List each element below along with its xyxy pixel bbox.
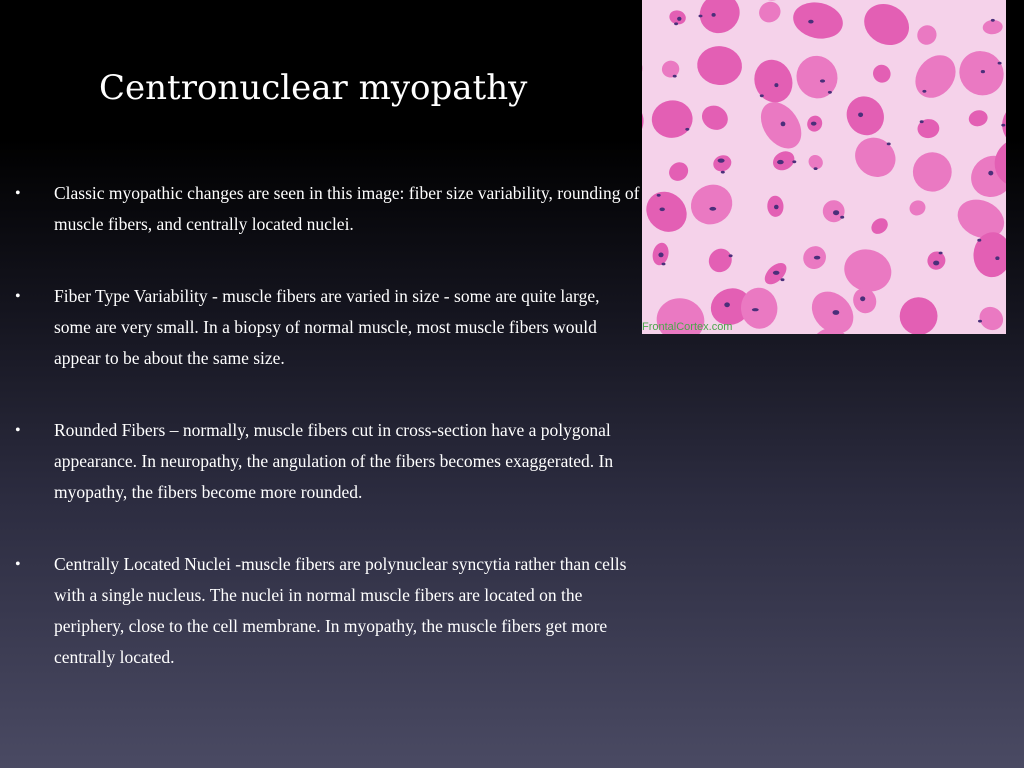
bullet-text: Classic myopathic changes are seen in this image: fiber size variability, rounding of muscle fibers, and centrally located nuclei. — [54, 183, 640, 234]
bullet-item-4 — [0, 549, 640, 673]
nucleus — [699, 15, 703, 18]
bullet-item-3 — [0, 415, 640, 508]
nucleus — [828, 91, 832, 94]
nucleus — [858, 113, 863, 118]
nucleus — [760, 94, 764, 97]
nucleus — [677, 17, 681, 21]
nucleus — [988, 171, 993, 176]
nucleus — [978, 320, 982, 323]
nucleus — [840, 216, 844, 219]
nucleus — [814, 167, 818, 170]
nucleus — [887, 143, 891, 146]
nucleus — [660, 208, 665, 212]
bullet-list — [0, 178, 640, 714]
nucleus — [933, 261, 939, 266]
nucleus — [709, 207, 716, 211]
muscle-biopsy-image — [642, 0, 1006, 334]
nucleus — [781, 122, 786, 127]
nucleus — [777, 160, 784, 164]
nucleus — [860, 296, 865, 301]
nucleus — [658, 253, 663, 258]
connective-tissue-background — [642, 0, 1006, 334]
nucleus — [729, 254, 733, 257]
image-watermark: FrontalCortex.com — [642, 321, 733, 333]
nucleus — [920, 120, 924, 123]
nucleus — [995, 256, 999, 260]
bullet-marker: • — [15, 556, 21, 573]
bullet-text: Centrally Located Nuclei -muscle fibers are polynuclear syncytia rather than cells with a single nucleus. The nuclei in normal muscle fibers are located on the periphery, close to the cell membrane. In myopathy, the muscle fibers get more centrally located. — [54, 554, 627, 667]
nucleus — [721, 171, 725, 174]
nucleus — [662, 263, 666, 266]
nucleus — [774, 83, 778, 87]
nucleus — [808, 20, 813, 24]
nucleus — [814, 256, 820, 260]
histology-micrograph — [642, 0, 1006, 334]
bullet-text: Rounded Fibers – normally, muscle fibers cut in cross-section have a polygonal appearance. In neuropathy, the angulation of the fibers becomes exaggerated. In myopathy, the fibers become more rounded. — [54, 420, 614, 502]
nucleus — [773, 271, 780, 275]
nucleus — [674, 22, 678, 25]
bullet-marker: • — [15, 185, 21, 202]
nucleus — [811, 122, 817, 126]
nucleus — [792, 160, 796, 163]
nucleus — [657, 194, 661, 197]
nucleus — [939, 252, 943, 255]
nucleus — [977, 239, 981, 242]
nucleus — [833, 310, 840, 315]
bullet-item-2 — [0, 281, 640, 374]
bullet-marker: • — [15, 288, 21, 305]
nucleus — [1001, 124, 1005, 127]
nucleus — [781, 278, 785, 281]
nucleus — [724, 302, 730, 307]
nucleus — [752, 308, 759, 311]
nucleus — [820, 79, 825, 82]
nucleus — [774, 205, 779, 210]
nucleus — [922, 90, 926, 93]
nucleus — [833, 210, 839, 215]
nucleus — [991, 19, 995, 22]
nucleus — [998, 62, 1002, 65]
nucleus — [685, 128, 689, 131]
bullet-marker: • — [15, 422, 21, 439]
nucleus — [981, 70, 985, 73]
bullet-text: Fiber Type Variability - muscle fibers are varied in size - some are quite large, some are very small. In a biopsy of normal muscle, most muscle fibers would appear to be about the same size. — [54, 286, 600, 368]
nucleus — [712, 13, 716, 17]
nucleus — [673, 75, 677, 78]
nucleus — [718, 159, 725, 163]
slide-title: Centronuclear myopathy — [99, 68, 528, 108]
bullet-item-1 — [0, 178, 640, 240]
